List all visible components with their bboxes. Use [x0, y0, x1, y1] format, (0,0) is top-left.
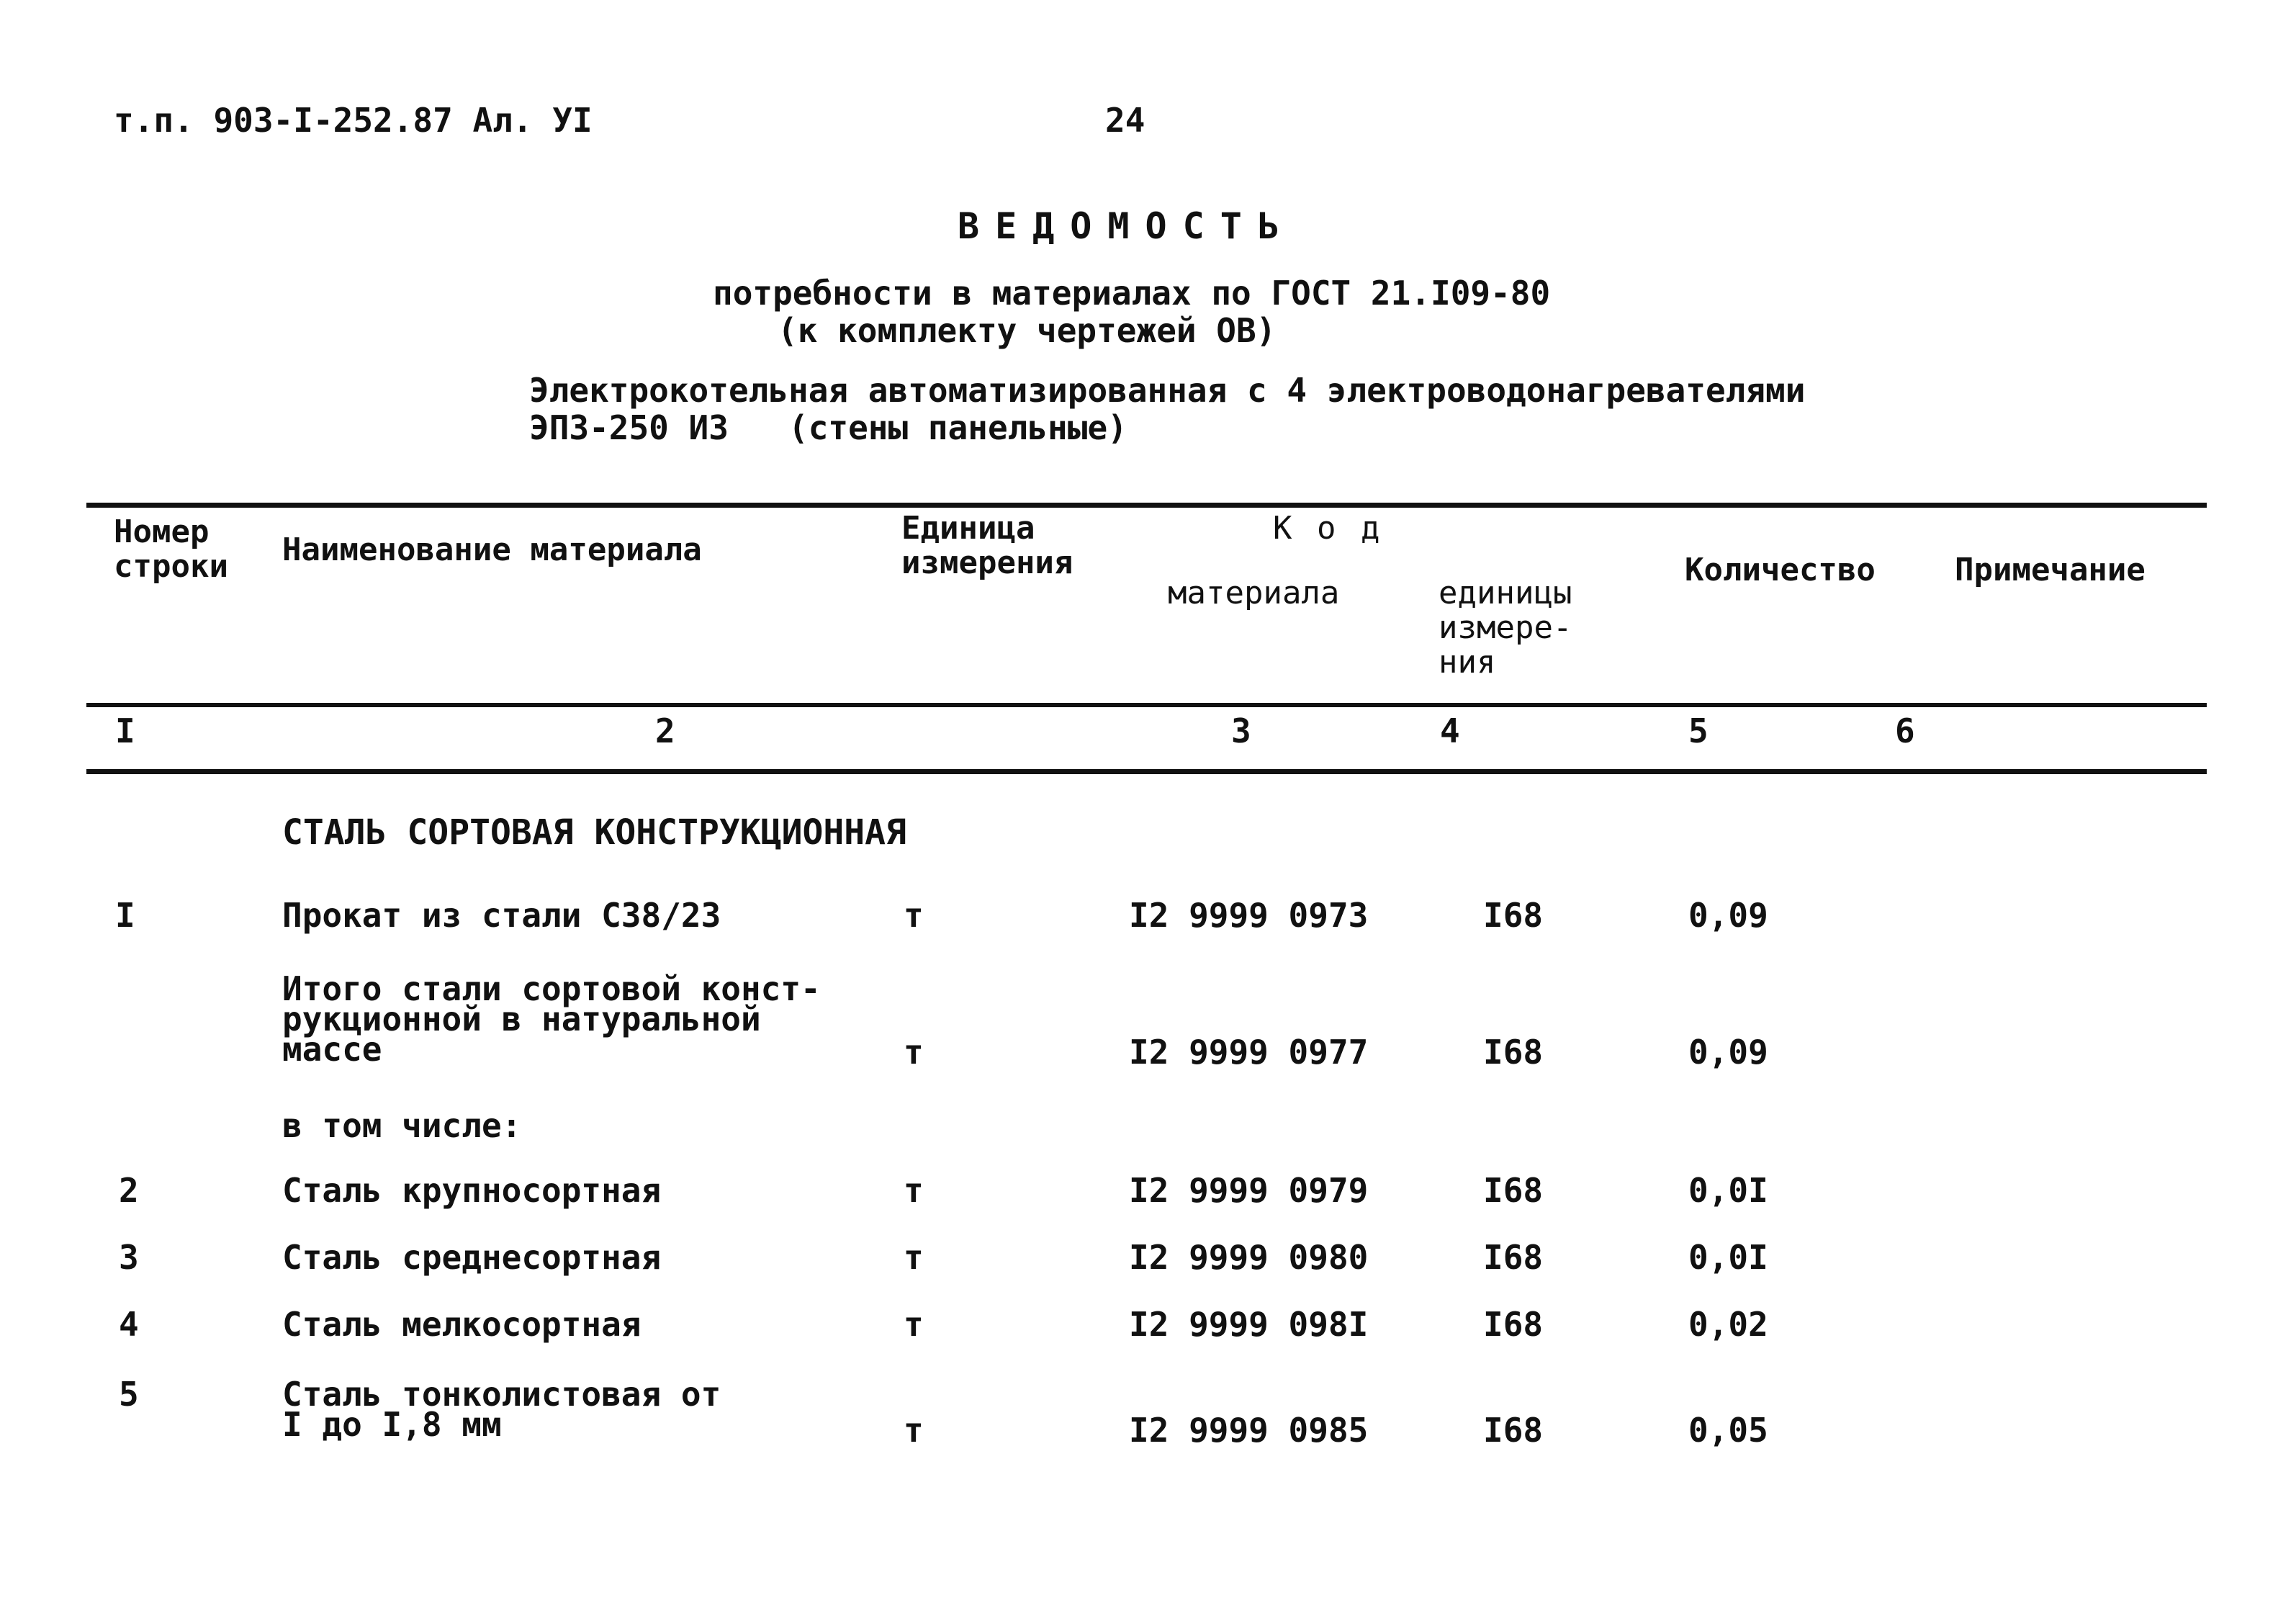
header-note: Примечание	[1955, 552, 2146, 588]
unit: т	[904, 1305, 924, 1344]
subtotal-label: в том числе:	[282, 1106, 522, 1145]
material-code: I2 9999 098I	[1129, 1305, 1369, 1344]
unit-code: I68	[1483, 1411, 1544, 1450]
header-quantity: Количество	[1685, 552, 1876, 588]
quantity: 0,02	[1688, 1305, 1768, 1344]
column-number: 3	[1231, 712, 1251, 750]
header-material-name: Наименование материала	[282, 531, 702, 568]
material-name: Сталь тонколистовая от I до I,8 мм	[282, 1375, 721, 1444]
document-title: ВЕДОМОСТЬ	[958, 205, 1295, 247]
unit-code: I68	[1483, 896, 1544, 935]
column-number: 2	[655, 712, 675, 750]
unit: т	[904, 896, 924, 935]
table-top-rule	[86, 503, 2207, 508]
unit-code: I68	[1483, 1305, 1544, 1344]
material-code: I2 9999 0980	[1129, 1238, 1369, 1277]
unit-code: I68	[1483, 1238, 1544, 1277]
object-description-line2: ЭПЗ-250 ИЗ (стены панельные)	[529, 408, 1127, 447]
unit: т	[904, 1411, 924, 1450]
material-code: I2 9999 0977	[1129, 1033, 1369, 1072]
header-row-number: Номер строки	[114, 513, 228, 585]
column-number: 5	[1688, 712, 1709, 750]
material-name: Прокат из стали С38/23	[282, 896, 721, 935]
material-name: Сталь среднесортная	[282, 1238, 662, 1277]
quantity: 0,09	[1688, 896, 1768, 935]
header-code-unit: единицы измере- ния	[1439, 575, 1572, 681]
unit: т	[904, 1033, 924, 1072]
table-header-rule	[86, 703, 2207, 707]
column-number: I	[115, 712, 135, 750]
material-name: Сталь мелкосортная	[282, 1305, 641, 1344]
material-code: I2 9999 0973	[1129, 896, 1369, 935]
material-name: Итого стали сортовой конст- рукционной в натуральной массе	[282, 969, 821, 1069]
unit-code: I68	[1483, 1171, 1544, 1210]
column-number: 6	[1895, 712, 1915, 750]
material-name: Сталь крупносортная	[282, 1171, 662, 1210]
quantity: 0,0I	[1688, 1171, 1768, 1210]
page-number: 24	[1105, 101, 1145, 140]
quantity: 0,05	[1688, 1411, 1768, 1450]
document-subtitle: потребности в материалах по ГОСТ 21.I09-80	[713, 274, 1551, 313]
unit-code: I68	[1483, 1033, 1544, 1072]
header-code: К о д	[1273, 510, 1383, 547]
row-number: 2	[119, 1171, 139, 1210]
table-column-number-rule	[86, 769, 2207, 774]
row-number: 4	[119, 1305, 139, 1344]
row-number: I	[115, 896, 135, 935]
document-subtitle-note: (к комплекту чертежей ОВ)	[778, 311, 1277, 350]
header-unit: Единица измерения	[901, 510, 1073, 581]
unit: т	[904, 1238, 924, 1277]
unit: т	[904, 1171, 924, 1210]
material-code: I2 9999 0985	[1129, 1411, 1369, 1450]
quantity: 0,09	[1688, 1033, 1768, 1072]
header-code-material: материала	[1168, 575, 1340, 611]
material-code: I2 9999 0979	[1129, 1171, 1369, 1210]
column-number: 4	[1440, 712, 1460, 750]
quantity: 0,0I	[1688, 1238, 1768, 1277]
row-number: 3	[119, 1238, 139, 1277]
row-number: 5	[119, 1375, 139, 1414]
object-description: Электрокотельная автоматизированная с 4 электроводонагревателями	[529, 371, 1806, 410]
section-title: СТАЛЬ СОРТОВАЯ КОНСТРУКЦИОННАЯ	[282, 812, 906, 853]
document-reference: т.п. 903-I-252.87 Ал. УI	[114, 101, 593, 140]
